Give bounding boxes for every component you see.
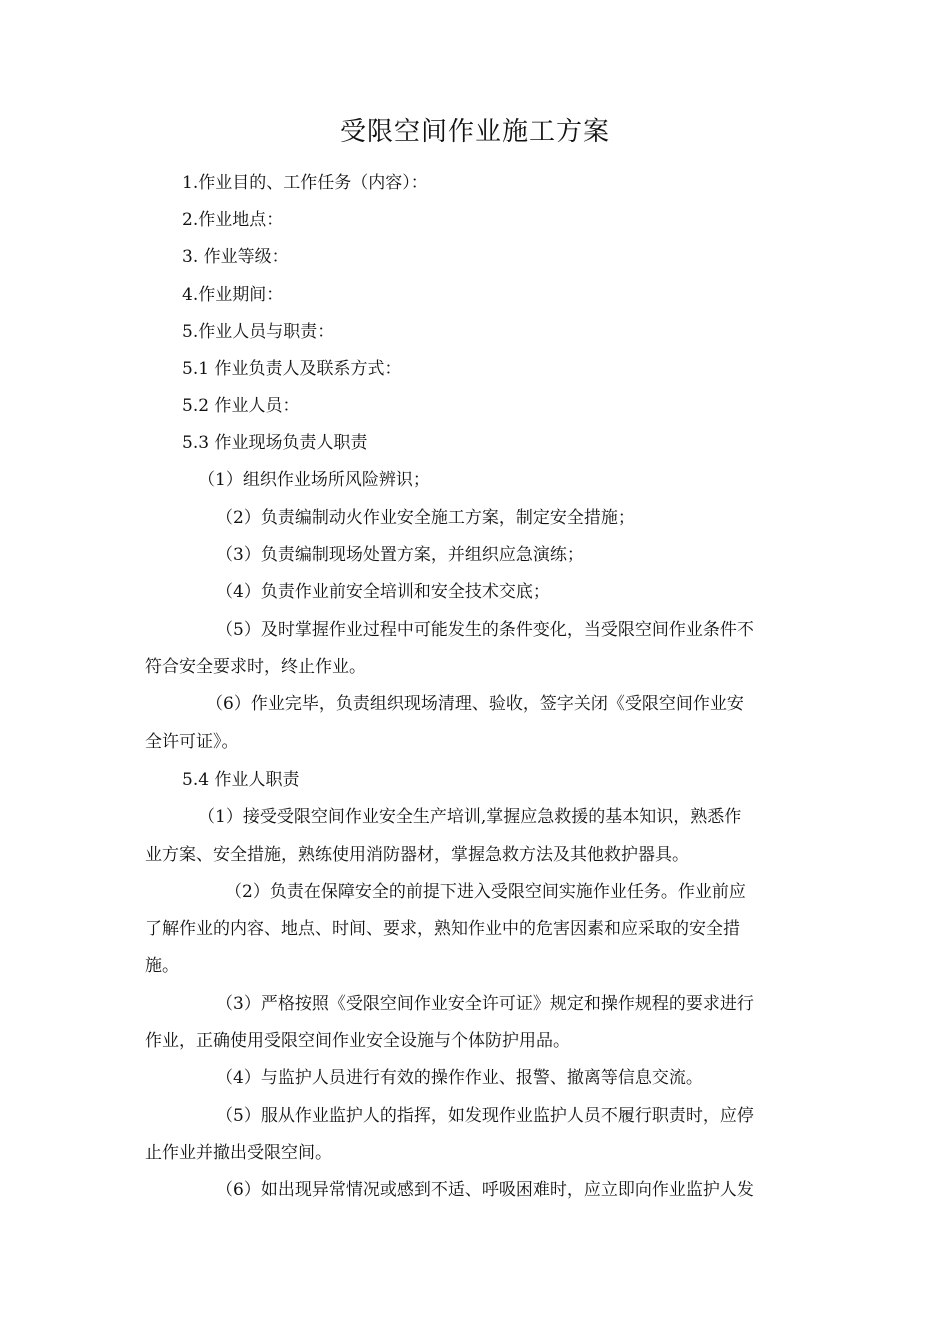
leader-duty-4: （4）负责作业前安全培训和安全技术交底；: [216, 582, 550, 602]
worker-duty-3-line-1: （3）严格按照《受限空间作业安全许可证》规定和操作规程的要求进行: [216, 994, 754, 1014]
leader-duty-5-line-1: （5）及时掌握作业过程中可能发生的条件变化，当受限空间作业条件不: [216, 620, 754, 640]
item-5-2-workers: 5.2 作业人员：: [182, 396, 300, 416]
leader-duty-2: （2）负责编制动火作业安全施工方案，制定安全措施；: [216, 508, 635, 528]
leader-duty-1: （1）组织作业场所风险辨识；: [198, 470, 430, 490]
leader-duty-6-line-2: 全许可证》。: [145, 732, 239, 752]
item-5-4-heading: 5.4 作业人职责: [182, 770, 300, 790]
worker-duty-3-line-2: 作业，正确使用受限空间作业安全设施与个体防护用品。: [145, 1031, 570, 1051]
leader-duty-3: （3）负责编制现场处置方案，并组织应急演练；: [216, 545, 584, 565]
item-4-period: 4.作业期间：: [182, 285, 284, 305]
worker-duty-5-line-1: （5）服从作业监护人的指挥，如发现作业监护人员不履行职责时，应停: [216, 1106, 754, 1126]
worker-duty-1-line-2: 业方案、安全措施，熟练使用消防器材，掌握急救方法及其他救护器具。: [145, 845, 689, 865]
worker-duty-1-line-1: （1）接受受限空间作业安全生产培训,掌握应急救援的基本知识，熟悉作: [198, 807, 742, 827]
worker-duty-5-line-2: 止作业并撤出受限空间。: [145, 1143, 332, 1163]
leader-duty-5-line-2: 符合安全要求时，终止作业。: [145, 657, 366, 677]
worker-duty-2-line-1: （2）负责在保障安全的前提下进入受限空间实施作业任务。作业前应: [225, 882, 746, 902]
worker-duty-6-line-1: （6）如出现异常情况或感到不适、呼吸困难时，应立即向作业监护人发: [216, 1180, 754, 1200]
worker-duty-2-line-3: 施。: [145, 956, 179, 976]
item-5-3-heading: 5.3 作业现场负责人职责: [182, 433, 368, 453]
item-1-purpose: 1.作业目的、工作任务（内容）：: [182, 173, 428, 193]
item-5-1-leader: 5.1 作业负责人及联系方式：: [182, 359, 402, 379]
document-title: 受限空间作业施工方案: [339, 117, 610, 147]
item-5-personnel: 5.作业人员与职责：: [182, 322, 335, 342]
item-2-location: 2.作业地点：: [182, 210, 284, 230]
worker-duty-2-line-2: 了解作业的内容、地点、时间、要求，熟知作业中的危害因素和应采取的安全措: [145, 919, 740, 939]
worker-duty-4: （4）与监护人员进行有效的操作作业、报警、撤离等信息交流。: [216, 1068, 703, 1088]
leader-duty-6-line-1: （6）作业完毕，负责组织现场清理、验收，签字关闭《受限空间作业安: [206, 694, 744, 714]
item-3-level: 3. 作业等级：: [182, 247, 289, 267]
